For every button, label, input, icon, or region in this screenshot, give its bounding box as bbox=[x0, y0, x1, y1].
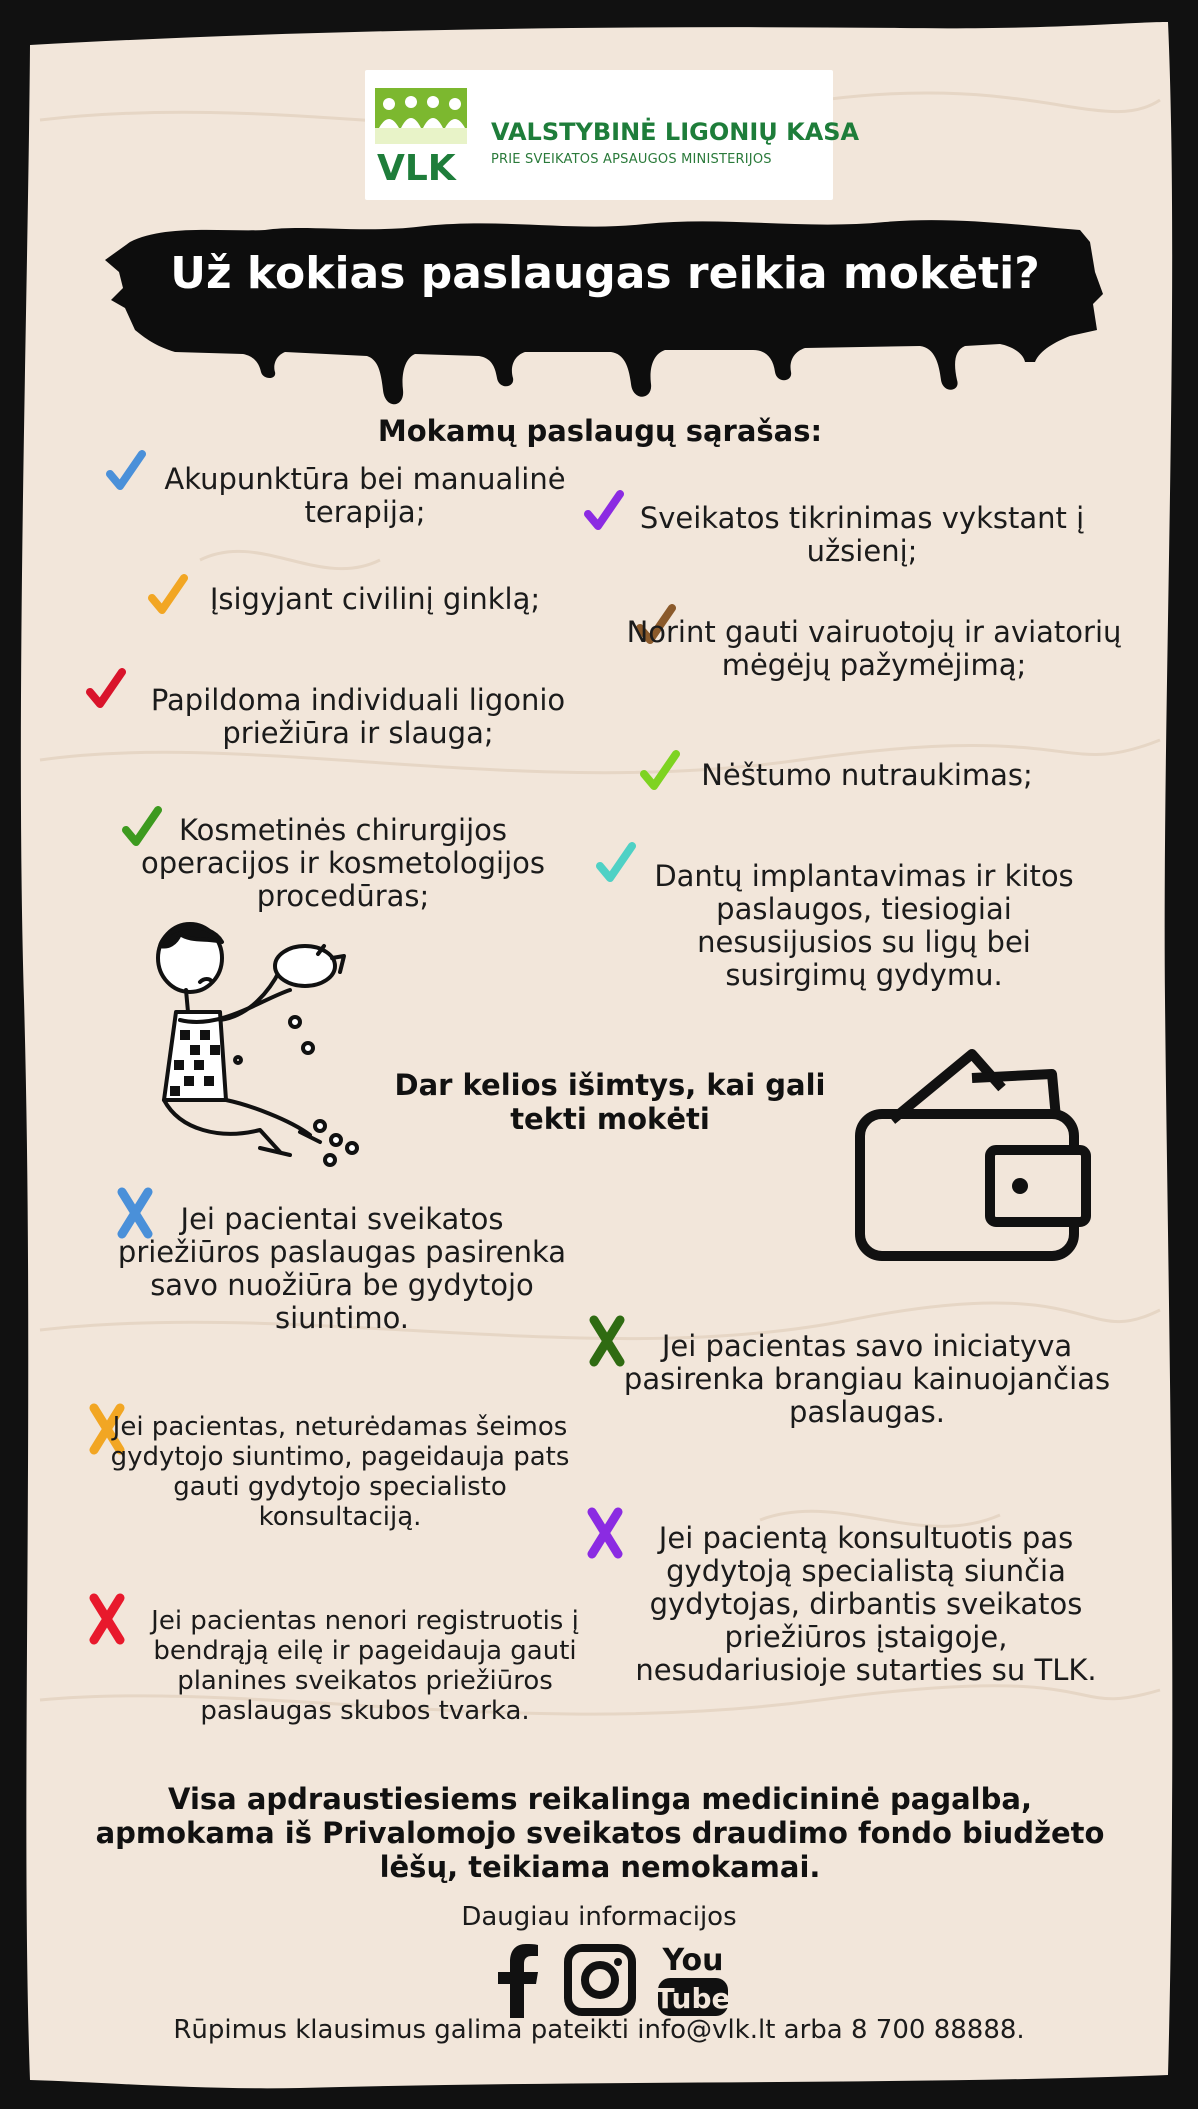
logo-subtitle: PRIE SVEIKATOS APSAUGOS MINISTERIJOS bbox=[491, 152, 772, 167]
paid-item-acupuncture: Akupunktūra bei manualinė terapija; bbox=[164, 462, 566, 529]
free-care-statement-line-3: lėšų, teikiama nemokamai. bbox=[379, 1850, 821, 1884]
paid-item-individual-care: Papildoma individuali ligonio priežiūra ir slauga; bbox=[150, 683, 566, 750]
exception-item-specialist-without-referral: Jei pacientas, neturėdamas šeimos gydytojo siuntimo, pageidauja pats gauti gydytojo specialisto konsultaciją. bbox=[110, 1412, 570, 1532]
exception-item-expensive-services: Jei pacientas savo iniciatyva pasirenka brangiau kainuojančias paslaugas. bbox=[623, 1329, 1111, 1429]
page-title: Už kokias paslaugas reikia mokėti? bbox=[170, 248, 1040, 299]
youtube-bottom-text: Tube bbox=[656, 1982, 730, 2015]
cross-icon bbox=[588, 1314, 626, 1368]
wallet-icon bbox=[852, 1044, 1094, 1266]
more-info-label: Daugiau informacijos bbox=[461, 1902, 737, 1932]
free-care-statement-line-1: Visa apdraustiesiems reikalinga medicininė pagalba, bbox=[168, 1782, 1032, 1816]
instagram-icon[interactable] bbox=[564, 1944, 636, 2016]
facebook-icon[interactable] bbox=[494, 1944, 542, 2018]
paid-item-health-check-abroad: Sveikatos tikrinimas vykstant į užsienį; bbox=[639, 501, 1085, 568]
exception-item-urgent-planned: Jei pacientas nenori registruotis į bendrąją eilę ir pageidauja gauti planines sveikatos priežiūros paslaugas skubos tvarka. bbox=[151, 1606, 579, 1726]
title-banner bbox=[105, 212, 1105, 412]
paid-item-dental-implants: Dantų implantavimas ir kitos paslaugos, tiesiogiai nesusijusios su ligų bei susirgimų gydymu. bbox=[654, 859, 1074, 992]
paid-item-cosmetic-surgery: Kosmetinės chirurgijos operacijos ir kosmetologijos procedūras; bbox=[140, 813, 545, 913]
man-with-piggy-bank-illustration bbox=[140, 920, 380, 1190]
exception-item-no-tlk-contract: Jei pacientą konsultuotis pas gydytoją specialistą siunčia gydytojas, dirbantis sveikatos priežiūros įstaigoje, nesudariusioje sutarties su TLK. bbox=[635, 1521, 1097, 1687]
vlk-logo bbox=[365, 70, 860, 200]
paid-item-pregnancy-termination: Nėštumo nutraukimas; bbox=[701, 758, 1033, 792]
paid-item-driver-license: Norint gauti vairuotojų ir aviatorių mėgėjų pažymėjimą; bbox=[626, 615, 1122, 682]
contact-info: Rūpimus klausimus galima pateikti info@vlk.lt arba 8 700 88888. bbox=[173, 2015, 1025, 2045]
exceptions-heading: Dar kelios išimtys, kai gali tekti mokėti bbox=[394, 1068, 826, 1136]
exception-item-no-referral: Jei pacientai sveikatos priežiūros paslaugas pasirenka savo nuožiūra be gydytojo siuntimo. bbox=[117, 1202, 567, 1335]
youtube-top-text: You bbox=[662, 1943, 724, 1978]
logo-title: VALSTYBINĖ LIGONIŲ KASA bbox=[491, 118, 860, 146]
paid-services-heading: Mokamų paslaugų sąrašas: bbox=[377, 414, 823, 448]
youtube-icon[interactable] bbox=[656, 1940, 730, 2020]
vlk-mark-text: VLK bbox=[377, 148, 456, 184]
free-care-statement-line-2: apmokama iš Privalomojo sveikatos draudimo fondo biudžeto bbox=[95, 1816, 1105, 1850]
vlk-people-icon bbox=[375, 88, 467, 184]
paid-item-civil-weapon: Įsigyjant civilinį ginklą; bbox=[209, 582, 541, 616]
